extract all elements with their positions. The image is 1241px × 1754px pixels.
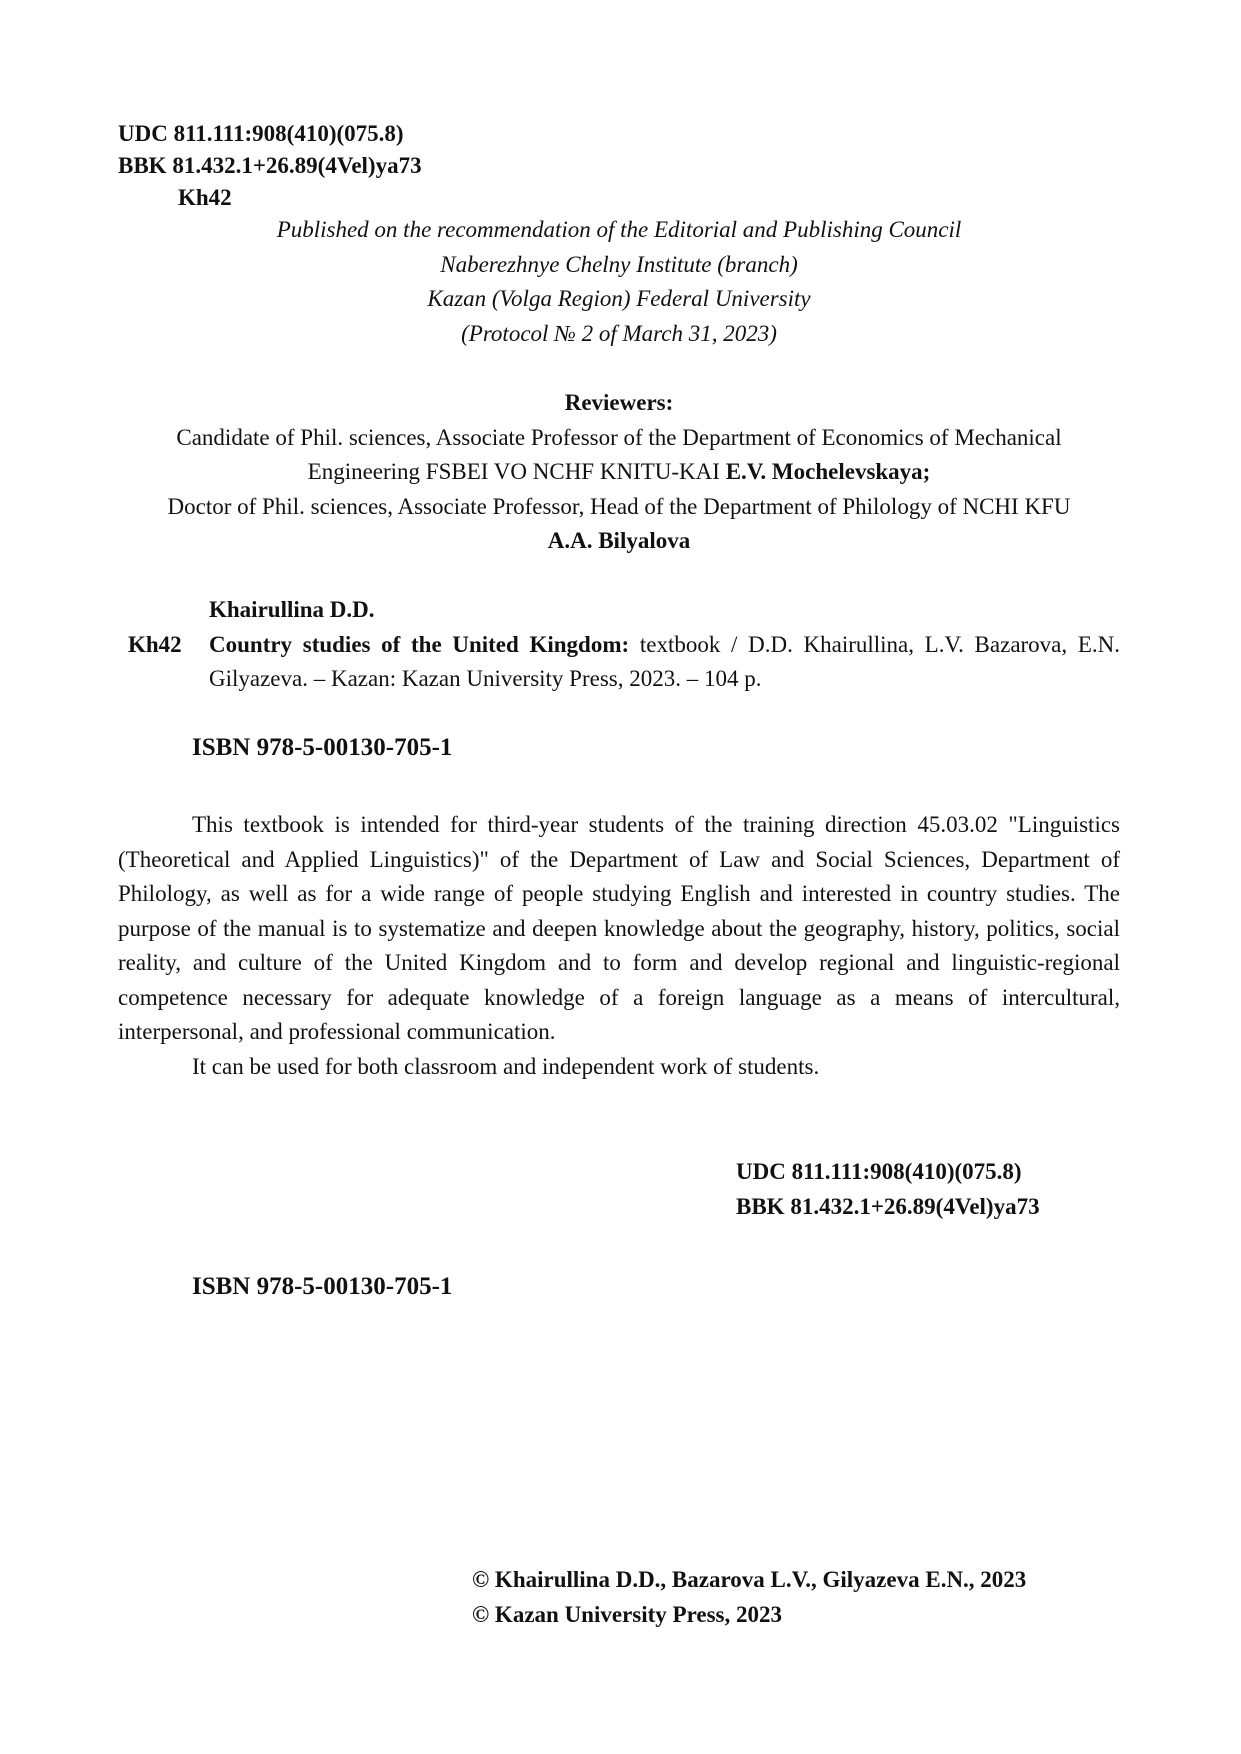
author-mark: Kh42 [178, 185, 232, 210]
council-line-4: (Protocol № 2 of March 31, 2023) [461, 320, 777, 346]
classification-codes-bottom [736, 1155, 1040, 1224]
reviewers-heading: Reviewers: [564, 390, 674, 415]
reviewer-1-name: E.V. Mochelevskaya; [725, 459, 931, 484]
reviewers-block [118, 386, 1120, 559]
reviewer-1-affiliation: Engineering FSBEI VO NCHF KNITU-KAI [307, 459, 720, 484]
council-line-3: Kazan (Volga Region) Federal University [427, 286, 811, 311]
publishing-council-note [118, 213, 1120, 351]
council-line-1: Published on the recommendation of the Editorial and Publishing Council [276, 217, 962, 242]
bbk-code-bottom: BBK 81.432.1+26.89(4Vel)ya73 [736, 1193, 1040, 1219]
reviewer-1-line-b [118, 455, 1120, 490]
abstract-paragraph-2: It can be used for both classroom and independent work of students. [192, 1053, 820, 1079]
udc-code: UDC 811.111:908(410)(075.8) [118, 121, 404, 146]
biblio-title: Country studies of the United Kingdom: [209, 631, 630, 657]
biblio-author: Khairullina D.D. [209, 597, 375, 622]
classification-codes-top [118, 118, 422, 214]
biblio-description: textbook / D.D. Khairullina, L.V. Bazarova, E.N. Gilyazeva. – Kazan: Kazan University Press, 2023. – 104 p. [209, 631, 1120, 691]
biblio-row [128, 628, 1120, 697]
bibliographic-entry [128, 593, 1120, 697]
udc-code-bottom: UDC 811.111:908(410)(075.8) [736, 1159, 1022, 1184]
abstract-paragraph-1: This textbook is intended for third-year students of the training direction 45.03.02 "Linguistics (Theoretical and Applied Linguistics)" of the Department of Law and Social Sciences, Department of Philology, as well as for a wide range of people studying English and interested in country studies. The purpose of the manual is to systematize and deepen knowledge about the geography, history, politics, social reality, and culture of the United Kingdom and to form and develop regional and linguistic-regional competence necessary for adequate knowledge of a foreign language as a means of intercultural, interpersonal, and professional communication. [118, 812, 1120, 1044]
reviewer-1-line-a: Candidate of Phil. sciences, Associate Professor of the Department of Economics of Mechanical [176, 424, 1062, 450]
reviewer-2-line: Doctor of Phil. sciences, Associate Professor, Head of the Department of Philology of NCHI KFU [167, 493, 1071, 519]
biblio-code: Kh42 [128, 631, 182, 657]
biblio-text [209, 628, 1120, 697]
council-line-2: Naberezhnye Chelny Institute (branch) [440, 251, 798, 277]
copyright-block [472, 1563, 1026, 1632]
abstract [118, 808, 1120, 1084]
copyright-authors: © Khairullina D.D., Bazarova L.V., Gilyazeva E.N., 2023 [472, 1567, 1027, 1592]
isbn-bottom: ISBN 978-5-00130-705-1 [192, 1273, 453, 1300]
copyright-publisher: © Kazan University Press, 2023 [472, 1601, 782, 1627]
bbk-code: BBK 81.432.1+26.89(4Vel)ya73 [118, 153, 422, 178]
reviewer-2-name: A.A. Bilyalova [547, 528, 691, 553]
isbn-top: ISBN 978-5-00130-705-1 [192, 734, 453, 761]
